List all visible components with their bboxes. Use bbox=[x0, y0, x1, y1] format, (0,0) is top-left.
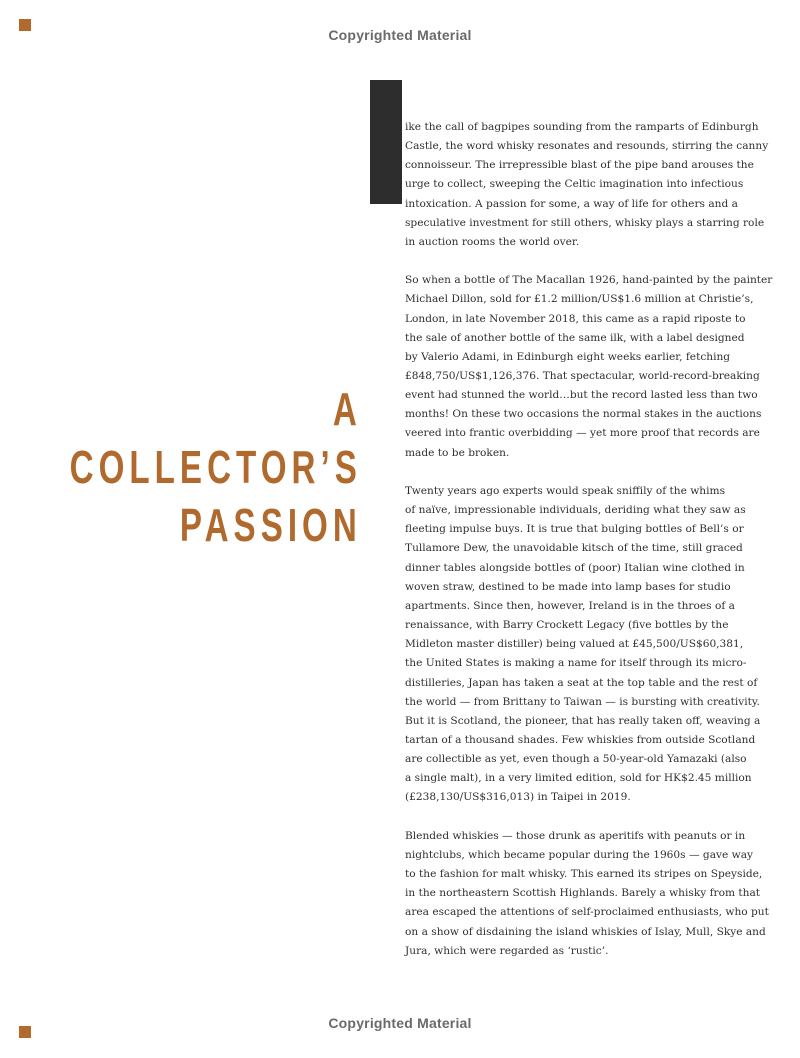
text-line: ike the call of bagpipes sounding from the ramparts of Edinburgh bbox=[405, 121, 759, 133]
title-line-1: A bbox=[333, 383, 362, 435]
text-line: But it is Scotland, the pioneer, that has really taken off, weaving a bbox=[405, 714, 761, 727]
text-line: Michael Dillon, sold for £1.2 million/US$1.6 million at Christie’s, bbox=[405, 293, 754, 306]
text-line: Twenty years ago experts would speak sniffily of the whims bbox=[405, 484, 726, 497]
page-title bbox=[70, 380, 362, 554]
text-line: event had stunned the world…but the record lasted less than two bbox=[405, 389, 758, 402]
text-line: Tullamore Dew, the unavoidable kitsch of the time, still graced bbox=[405, 542, 743, 555]
text-line: months! On these two occasions the normal stakes in the auctions bbox=[405, 408, 762, 421]
paragraph bbox=[405, 118, 769, 252]
text-line: connoisseur. The irrepressible blast of the pipe band arouses the bbox=[405, 159, 754, 172]
text-line: a single malt), in a very limited edition, sold for HK$2.45 million bbox=[405, 772, 752, 785]
text-line: renaissance, with Barry Crockett Legacy (five bottles by the bbox=[405, 619, 729, 632]
text-line: distilleries, Japan has taken a seat at the top table and the rest of bbox=[405, 676, 758, 689]
text-line: Midleton master distiller) being valued at £45,500/US$60,381, bbox=[405, 638, 744, 651]
text-line: nightclubs, which became popular during the 1960s — gave way bbox=[405, 848, 754, 861]
text-line: speculative investment for still others, whisky plays a starring role bbox=[405, 216, 765, 229]
text-line: the United States is making a name for itself through its micro- bbox=[405, 657, 747, 670]
text-line: made to be broken. bbox=[405, 446, 510, 459]
text-line: Castle, the word whisky resonates and resounds, stirring the canny bbox=[405, 140, 769, 153]
text-line: So when a bottle of The Macallan 1926, hand-painted by the painter bbox=[405, 274, 773, 287]
text-line: £848,750/US$1,126,376. That spectacular, world-record-breaking bbox=[405, 370, 760, 383]
title-line-3: PASSION bbox=[180, 499, 362, 551]
text-line: of naïve, impressionable individuals, deriding what they saw as bbox=[405, 504, 746, 517]
drop-cap-foot bbox=[370, 185, 402, 204]
watermark-bottom: Copyrighted Material bbox=[328, 1015, 472, 1031]
watermark-top: Copyrighted Material bbox=[328, 27, 472, 43]
text-line: veered into frantic overbidding — yet more proof that records are bbox=[405, 427, 760, 440]
text-line: apartments. Since then, however, Ireland is in the throes of a bbox=[405, 599, 735, 612]
text-line: fleeting impulse buys. It is true that bulging bottles of Bell’s or bbox=[405, 523, 744, 536]
text-line: woven straw, destined to be made into lamp bases for studio bbox=[405, 580, 731, 593]
text-line: London, in late November 2018, this came as a rapid riposte to bbox=[405, 312, 746, 325]
text-line: Jura, which were regarded as ‘rustic’. bbox=[405, 944, 609, 957]
text-line: area escaped the attentions of self-proclaimed enthusiasts, who put bbox=[405, 906, 769, 919]
title-line-2: COLLECTOR’S bbox=[69, 441, 362, 493]
text-line: (£238,130/US$316,013) in Taipei in 2019. bbox=[405, 791, 631, 804]
text-line: urge to collect, sweeping the Celtic imagination into infectious bbox=[405, 178, 744, 191]
text-line: are collectible as yet, even though a 50-year-old Yamazaki (also bbox=[405, 753, 747, 766]
text-line: in the northeastern Scottish Highlands. Barely a whisky from that bbox=[405, 887, 761, 900]
text-line: by Valerio Adami, in Edinburgh eight weeks earlier, fetching bbox=[405, 350, 731, 363]
text-line: tartan of a thousand shades. Few whiskies from outside Scotland bbox=[405, 733, 756, 746]
paragraph bbox=[405, 482, 761, 808]
text-line: Blended whiskies — those drunk as aperitifs with peanuts or in bbox=[405, 829, 746, 842]
text-line: on a show of disdaining the island whiskies of Islay, Mull, Skye and bbox=[405, 925, 766, 938]
paragraph bbox=[405, 827, 769, 961]
text-line: in auction rooms the world over. bbox=[405, 235, 580, 248]
text-line: the sale of another bottle of the same ilk, with a label designed bbox=[405, 331, 745, 344]
text-line: to the fashion for malt whisky. This earned its stripes on Speyside, bbox=[405, 868, 763, 881]
article-body bbox=[405, 118, 773, 980]
text-line: the world — from Brittany to Taiwan — is bursting with creativity. bbox=[405, 695, 760, 708]
text-line: dinner tables alongside bottles of (poor) Italian wine clothed in bbox=[405, 561, 745, 574]
paragraph bbox=[405, 271, 773, 463]
text-line: intoxication. A passion for some, a way of life for others and a bbox=[405, 197, 738, 210]
